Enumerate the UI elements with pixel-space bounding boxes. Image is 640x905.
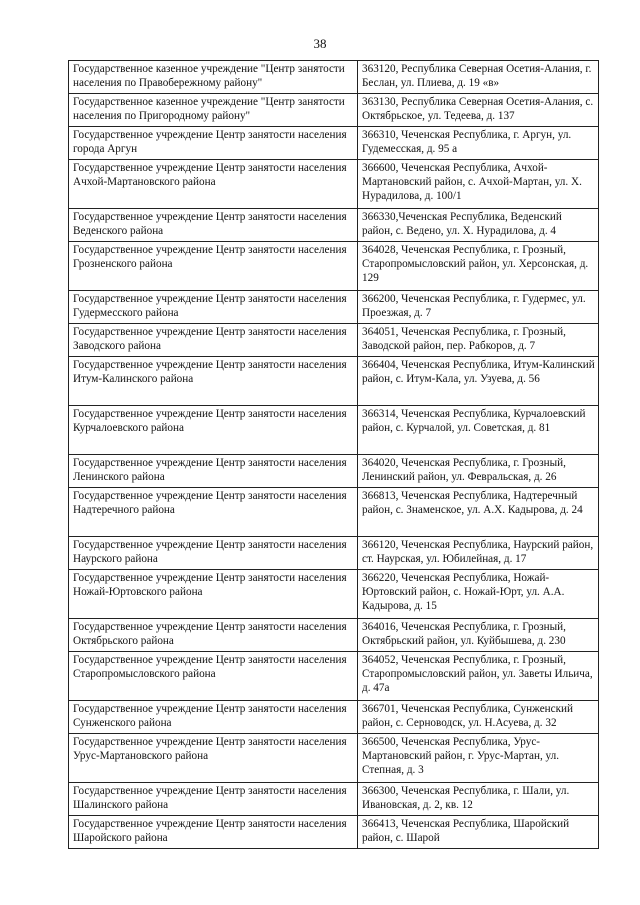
- organization-name-cell: Государственное учреждение Центр занятости населения Ножай-Юртовского района: [69, 570, 358, 619]
- organization-name-cell: Государственное учреждение Центр занятости населения Надтеречного района: [69, 488, 358, 537]
- table-row: [69, 619, 599, 652]
- table-row: [69, 209, 599, 242]
- table-row: [69, 242, 599, 291]
- address-cell: 364016, Чеченская Республика, г. Грозный, Октябрьский район, ул. Куйбышева, д. 230: [358, 619, 599, 652]
- table-row: [69, 734, 599, 783]
- table-row: [69, 455, 599, 488]
- address-cell: 366220, Чеченская Республика, Ножай-Юртовский район, с. Ножай-Юрт, ул. А.А. Кадырова, д. 15: [358, 570, 599, 619]
- organization-name-cell: Государственное учреждение Центр занятости населения Шалинского района: [69, 783, 358, 816]
- table-row: [69, 652, 599, 701]
- table-body: [69, 61, 599, 849]
- address-cell: 366120, Чеченская Республика, Наурский район, ст. Наурская, ул. Юбилейная, д. 17: [358, 537, 599, 570]
- address-cell: 364028, Чеченская Республика, г. Грозный, Старопромысловский район, ул. Херсонская, д. 129: [358, 242, 599, 291]
- table-row: [69, 701, 599, 734]
- address-cell: 366330,Чеченская Республика, Веденский район, с. Ведено, ул. Х. Нурадилова, д. 4: [358, 209, 599, 242]
- address-cell: 366701, Чеченская Республика, Сунженский район, с. Серноводск, ул. Н.Асуева, д. 32: [358, 701, 599, 734]
- organization-name-cell: Государственное учреждение Центр занятости населения Сунженского района: [69, 701, 358, 734]
- table-row: [69, 160, 599, 209]
- table-row: [69, 570, 599, 619]
- organization-name-cell: Государственное учреждение Центр занятости населения Ленинского района: [69, 455, 358, 488]
- address-cell: 366600, Чеченская Республика, Ачхой-Мартановский район, с. Ачхой-Мартан, ул. Х. Нурадилова, д. 100/1: [358, 160, 599, 209]
- organization-name-cell: Государственное учреждение Центр занятости населения Итум-Калинского района: [69, 357, 358, 406]
- address-cell: 366300, Чеченская Республика, г. Шали, ул. Ивановская, д. 2, кв. 12: [358, 783, 599, 816]
- address-cell: 366813, Чеченская Республика, Надтеречный район, с. Знаменское, ул. А.Х. Кадырова, д. 24: [358, 488, 599, 537]
- organization-name-cell: Государственное учреждение Центр занятости населения Ачхой-Мартановского района: [69, 160, 358, 209]
- page-number: 38: [313, 36, 327, 51]
- table-row: [69, 488, 599, 537]
- table-row: [69, 357, 599, 406]
- organization-name-cell: Государственное учреждение Центр занятости населения Гудермесского района: [69, 291, 358, 324]
- table-row: [69, 406, 599, 455]
- table-row: [69, 127, 599, 160]
- address-cell: 366500, Чеченская Республика, Урус-Мартановский район, г. Урус-Мартан, ул. Степная, д. 3: [358, 734, 599, 783]
- address-cell: 366413, Чеченская Республика, Шаройский район, с. Шарой: [358, 816, 599, 849]
- organization-name-cell: Государственное казенное учреждение "Центр занятости населения по Пригородному району": [69, 94, 358, 127]
- address-cell: 364051, Чеченская Республика, г. Грозный, Заводской район, пер. Рабкоров, д. 7: [358, 324, 599, 357]
- organization-name-cell: Государственное казенное учреждение "Центр занятости населения по Правобережному району": [69, 61, 358, 94]
- table-row: [69, 324, 599, 357]
- employment-centers-table: [68, 60, 599, 849]
- table-row: [69, 816, 599, 849]
- address-cell: 366200, Чеченская Республика, г. Гудермес, ул. Проезжая, д. 7: [358, 291, 599, 324]
- organization-name-cell: Государственное учреждение Центр занятости населения Веденского района: [69, 209, 358, 242]
- address-cell: 366310, Чеченская Республика, г. Аргун, ул. Гудемесская, д. 95 а: [358, 127, 599, 160]
- table-row: [69, 291, 599, 324]
- organization-name-cell: Государственное учреждение Центр занятости населения Октябрьского района: [69, 619, 358, 652]
- table-row: [69, 783, 599, 816]
- address-cell: 364020, Чеченская Республика, г. Грозный, Ленинский район, ул. Февральская, д. 26: [358, 455, 599, 488]
- address-cell: 363120, Республика Северная Осетия-Алания, г. Беслан, ул. Плиева, д. 19 «в»: [358, 61, 599, 94]
- address-cell: 363130, Республика Северная Осетия-Алания, с. Октябрьское, ул. Тедеева, д. 137: [358, 94, 599, 127]
- organization-name-cell: Государственное учреждение Центр занятости населения Старопромысловского района: [69, 652, 358, 701]
- table-row: [69, 94, 599, 127]
- table-row: [69, 537, 599, 570]
- organization-name-cell: Государственное учреждение Центр занятости населения Грозненского района: [69, 242, 358, 291]
- organization-name-cell: Государственное учреждение Центр занятости населения города Аргун: [69, 127, 358, 160]
- organization-name-cell: Государственное учреждение Центр занятости населения Заводского района: [69, 324, 358, 357]
- address-cell: 366404, Чеченская Республика, Итум-Калинский район, с. Итум-Кала, ул. Узуева, д. 56: [358, 357, 599, 406]
- address-cell: 366314, Чеченская Республика, Курчалоевский район, с. Курчалой, ул. Советская, д. 81: [358, 406, 599, 455]
- organization-name-cell: Государственное учреждение Центр занятости населения Урус-Мартановского района: [69, 734, 358, 783]
- address-cell: 364052, Чеченская Республика, г. Грозный, Старопромысловский район, ул. Заветы Ильича, д. 47а: [358, 652, 599, 701]
- table-row: [69, 61, 599, 94]
- organization-name-cell: Государственное учреждение Центр занятости населения Шаройского района: [69, 816, 358, 849]
- organization-name-cell: Государственное учреждение Центр занятости населения Наурского района: [69, 537, 358, 570]
- organization-name-cell: Государственное учреждение Центр занятости населения Курчалоевского района: [69, 406, 358, 455]
